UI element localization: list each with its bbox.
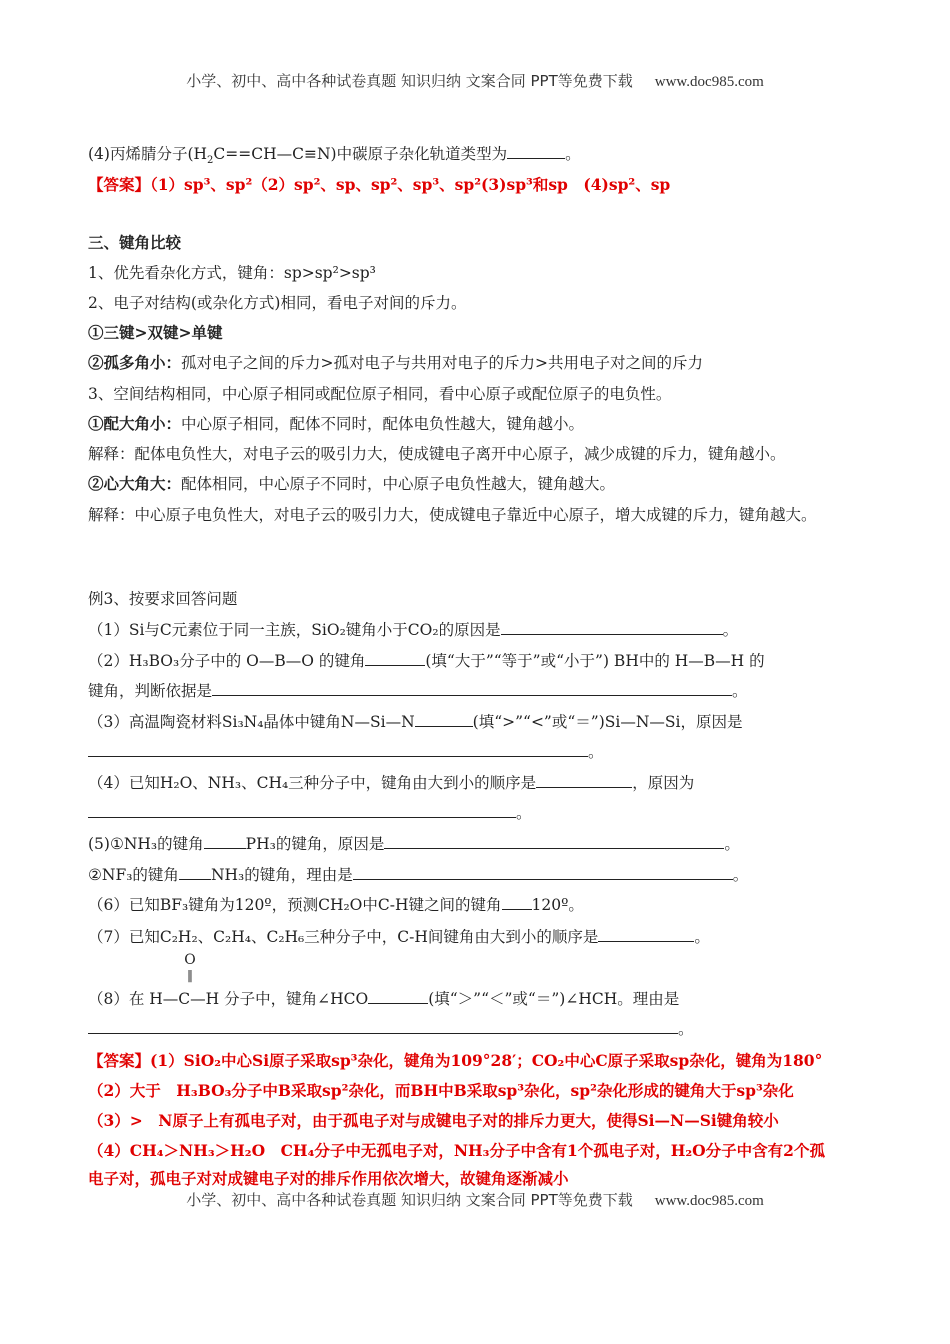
answer-blank[interactable] [204,834,246,849]
example-q6 [88,894,866,916]
example-q8-line1 [88,988,866,1010]
answer-blank[interactable] [501,620,723,635]
q5-text-2: PH₃的键角，原因是 [245,835,385,853]
answer-2-line-1 [88,1050,866,1072]
answer-blank[interactable] [536,773,632,788]
carbonyl-structure [180,952,200,982]
explanation-1: 解释：配体电负性大，对电子云的吸引力大，使成键电子离开中心原子，减少成键的斥力，键角越小。 [88,445,786,463]
q5-text: (5)①NH₃的键角 [88,835,204,853]
header-title: 小学、初中、高中各种试卷真题 知识归纳 文案合同 PPT等免费下载 [186,72,633,90]
double-bond: ‖ [187,968,193,982]
q2-text: （2）H₃BO₃分子中的 O—B—O 的键角 [88,652,366,670]
q6-text: （6）已知BF₃键角为120º，预测CH₂O中C-H键之间的键角 [88,896,502,914]
rule-2: 2、电子对结构(或杂化方式)相同，看电子对间的斥力。 [88,294,467,312]
q1-text: （1）Si与C元素位于同一主族，SiO₂键角小于CO₂的原因是 [88,621,501,639]
q6-text-2: 120º。 [531,896,584,914]
example-q5-line1 [88,833,866,855]
answer-2-line-4: （4）CH₄＞NH₃＞H₂O CH₄分子中无孤电子对，NH₃分子中含有1个孤电子对，H₂O分子中含有2个孤 [88,1141,825,1160]
example-q2-line2 [88,680,866,702]
answer-blank[interactable] [88,1019,678,1034]
q4-text-2: ，原因为 [632,774,695,792]
rule-key: ②孤多角小： [88,353,182,372]
answer-block-1 [88,174,866,196]
footer-title: 小学、初中、高中各种试卷真题 知识归纳 文案合同 PPT等免费下载 [186,1191,633,1209]
answer-blank[interactable] [415,712,473,727]
rule-3: 3、空间结构相同，中心原子相同或配位原子相同，看中心原子或配位原子的电负性。 [88,385,672,403]
page-header [0,70,950,91]
example-q1 [88,619,866,641]
question-4-line: (4)丙烯腈分子$(H_2C==CH—C\equiv N)$中碳原子杂化轨道类型为 。 [88,145,581,167]
answer-blank[interactable] [365,651,425,666]
answer-2-line-5: 电子对，孤电子对对成键电子对的排斥作用依次增大，故键角逐渐减小 [88,1169,569,1188]
rule-1: 1、优先看杂化方式，键角：sp>sp²>sp³ [88,264,376,282]
rule-3-sub-1 [88,413,866,435]
rule-3-sub-2 [88,473,866,495]
q8-text: （8）在 H—C—H 分子中，键角∠HCO [88,990,369,1008]
answer-text: (1）SiO₂中心Si原子采取sp³杂化，键角为109°28′；CO₂中心C原子采取sp杂化，键角为180° [150,1051,823,1070]
rule-key: ①配大角小： [88,414,182,433]
example-q3-line1 [88,711,866,733]
q-end: 。 [732,866,749,884]
answer-label: 【答案】 [88,1051,151,1070]
footer-url[interactable]: www.doc985.com [654,1193,764,1209]
answer-blank[interactable] [384,834,724,849]
q-end: 。 [678,1020,694,1038]
example-q5-line2 [88,864,866,886]
example-q8-line2 [88,1018,866,1040]
rule-2-sub-1: ①三键>双键>单键 [88,323,223,342]
rule-key: ②心大角大： [88,474,182,493]
answer-blank[interactable] [353,865,733,880]
q4-text: （4）已知H₂O、NH₃、CH₄三种分子中，键角由大到小的顺序是 [88,774,537,792]
answer-blank[interactable] [507,144,565,159]
example-q4-line1 [88,772,866,794]
rule-text: 中心原子相同，配体不同时，配体电负性越大，键角越小。 [181,415,585,433]
q7-text: （7）已知C₂H₂、C₂H₄、C₂H₆三种分子中，C-H间键角由大到小的顺序是 [88,928,599,946]
example-q7 [88,926,866,948]
q4-prefix: (4)丙烯腈分子(H [88,145,208,163]
rule-text: 孤对电子之间的斥力>孤对电子与共用对电子的斥力>共用电子对之间的斥力 [181,354,703,372]
answer-text: （1）sp³、sp²（2）sp²、sp、sp²、sp³、sp²(3)sp³和sp (4)sp²、sp [150,175,671,194]
q3-text-2: (填“>”“<”或“＝”)Si—N—Si，原因是 [472,713,743,731]
q5-text-3: ②NF₃的键角 [88,866,179,884]
example-q4-line2 [88,802,866,824]
answer-blank[interactable] [212,681,732,696]
answer-blank[interactable] [502,895,532,910]
q2-text-2: (填“大于”“等于”或“小于”) BH中的 H—B—H 的 [425,652,765,670]
example-title: 例3、按要求回答问题 [88,590,238,608]
q-end: 。 [516,804,532,822]
answer-blank[interactable] [179,865,211,880]
rule-text: 配体相同，中心原子不同时，中心原子电负性越大，键角越大。 [181,475,616,493]
q-end: 。 [732,682,748,700]
q3-text: （3）高温陶瓷材料Si₃N₄晶体中键角N—Si—N [88,713,415,731]
explanation-2: 解释：中心原子电负性大，对电子云的吸引力大，使成键电子靠近中心原子，增大成键的斥力，键角越大。 [88,506,817,524]
example-q2-line1 [88,650,866,672]
answer-blank[interactable] [88,742,588,757]
example-q3-line2 [88,741,866,763]
answer-blank[interactable] [368,989,428,1004]
q4-end: 。 [565,145,581,163]
answer-blank[interactable] [598,927,694,942]
answer-2-line-2: （2）大于 H₃BO₃分子中B采取sp²杂化，而BH中B采取sp³杂化，sp²杂化形成的键角大于sp³杂化 [88,1081,794,1100]
q8-text-2: (填“＞”“＜”或“＝”)∠HCH。理由是 [428,990,680,1008]
section-title: 三、键角比较 [88,233,182,252]
q-end: 。 [694,928,710,946]
q5-text-4: NH₃的键角，理由是 [210,866,353,884]
oxygen-atom: O [184,952,196,968]
answer-label: 【答案】 [88,175,151,194]
answer-2-line-3: （3）> N原子上有孤电子对，由于孤电子对与成键电子对的排斥力更大，使得Si—N—Si键角较小 [88,1111,779,1130]
header-url[interactable]: www.doc985.com [654,74,764,90]
q-end: 。 [724,835,740,853]
page-footer [0,1189,950,1210]
rule-2-sub-2 [88,352,866,374]
answer-blank[interactable] [88,803,516,818]
q4-text: C==CH—C≡N)中碳原子杂化轨道类型为 [213,145,508,163]
q2-text-3: 键角，判断依据是 [88,682,213,700]
q-end: 。 [588,743,604,761]
q-end: 。 [722,621,739,639]
